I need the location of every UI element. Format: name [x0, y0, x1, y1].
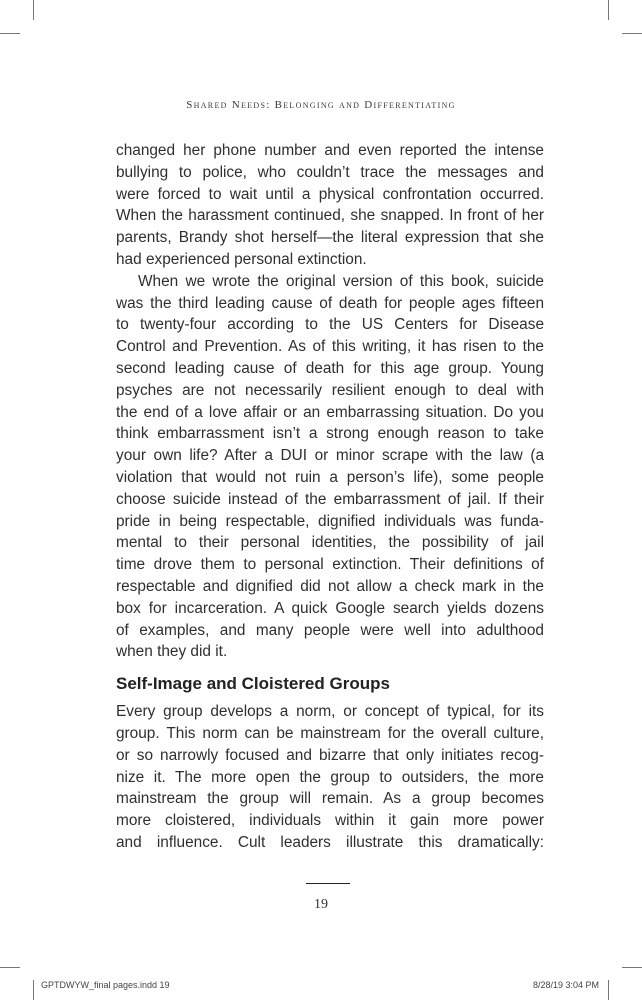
paragraph-2	[116, 271, 544, 663]
text-line: mainstream the group will remain. As a group becomes	[116, 790, 544, 808]
text-line: group. This norm can be mainstream for the overall culture,	[116, 724, 544, 742]
crop-mark-bottom-right-h	[622, 967, 642, 968]
running-head: Shared Needs: Belonging and Differentiating	[186, 99, 456, 111]
text-line: mental to their personal identities, the possibility of jail	[116, 534, 544, 552]
paragraph-3	[116, 701, 544, 854]
text-line: violation that would not ruin a person’s life), some people	[116, 468, 544, 486]
text-line: Every group develops a norm, or concept of typical, for its	[116, 703, 544, 721]
text-line: were forced to wait until a physical confrontation occurred.	[116, 185, 544, 203]
text-line: your own life? After a DUI or minor scrape with the law (a	[116, 447, 544, 465]
crop-mark-bottom-right	[608, 980, 609, 1000]
text-line: the end of a love affair or an embarrassing situation. Do you	[116, 403, 544, 421]
slug-timestamp: 8/28/19 3:04 PM	[533, 980, 600, 990]
section-heading: Self-Image and Cloistered Groups	[116, 674, 390, 694]
text-line: parents, Brandy shot herself—the literal expression that she	[116, 229, 544, 247]
crop-mark-top-right	[608, 0, 609, 20]
text-line: was the third leading cause of death for people ages fifteen	[116, 294, 544, 312]
text-line: nize it. The more open the group to outsiders, the more	[116, 768, 544, 786]
text-line: more cloistered, individuals within it gain more power	[116, 812, 544, 830]
text-line: changed her phone number and even reported the intense	[116, 142, 544, 159]
text-line: of examples, and many people were well into adulthood	[116, 621, 544, 639]
text-line: to twenty-four according to the US Centers for Disease	[116, 316, 544, 334]
crop-mark-top-right-h	[622, 33, 642, 34]
text-line: pride in being respectable, dignified individuals was funda-	[116, 512, 544, 530]
text-line: choose suicide instead of the embarrassment of jail. If their	[116, 490, 544, 508]
slug-file-info: GPTDWYW_final pages.indd 19	[41, 980, 170, 990]
crop-mark-top-left-h	[0, 33, 20, 34]
text-line: think embarrassment isn’t a strong enough reason to take	[116, 425, 544, 443]
text-line: When we wrote the original version of this book, suicide	[138, 272, 544, 290]
crop-mark-bottom-left-h	[0, 967, 20, 968]
body-text	[116, 140, 544, 854]
text-line: When the harassment continued, she snapped. In front of her	[116, 207, 544, 225]
paragraph-1	[116, 140, 544, 271]
text-line: and influence. Cult leaders illustrate this dramatically:	[116, 833, 544, 851]
page-number: 19	[314, 897, 328, 912]
text-line: second leading cause of death for this age group. Young	[116, 359, 544, 377]
text-line: had experienced personal extinction.	[116, 250, 367, 268]
text-line: when they did it.	[116, 643, 228, 661]
crop-mark-bottom-left	[33, 980, 34, 1000]
text-line: respectable and dignified did not allow a check mark in the	[116, 577, 544, 595]
text-line: Control and Prevention. As of this writing, it has risen to the	[116, 338, 544, 356]
text-line: psyches are not necessarily resilient enough to deal with	[116, 381, 544, 399]
text-line: box for incarceration. A quick Google search yields dozens	[116, 599, 544, 617]
folio-rule	[306, 883, 350, 884]
text-line: or so narrowly focused and bizarre that only initiates recog-	[116, 746, 544, 764]
text-line: time drove them to personal extinction. Their definitions of	[116, 556, 544, 574]
text-line: bullying to police, who couldn’t trace the messages and	[116, 163, 544, 181]
crop-mark-top-left	[33, 0, 34, 20]
